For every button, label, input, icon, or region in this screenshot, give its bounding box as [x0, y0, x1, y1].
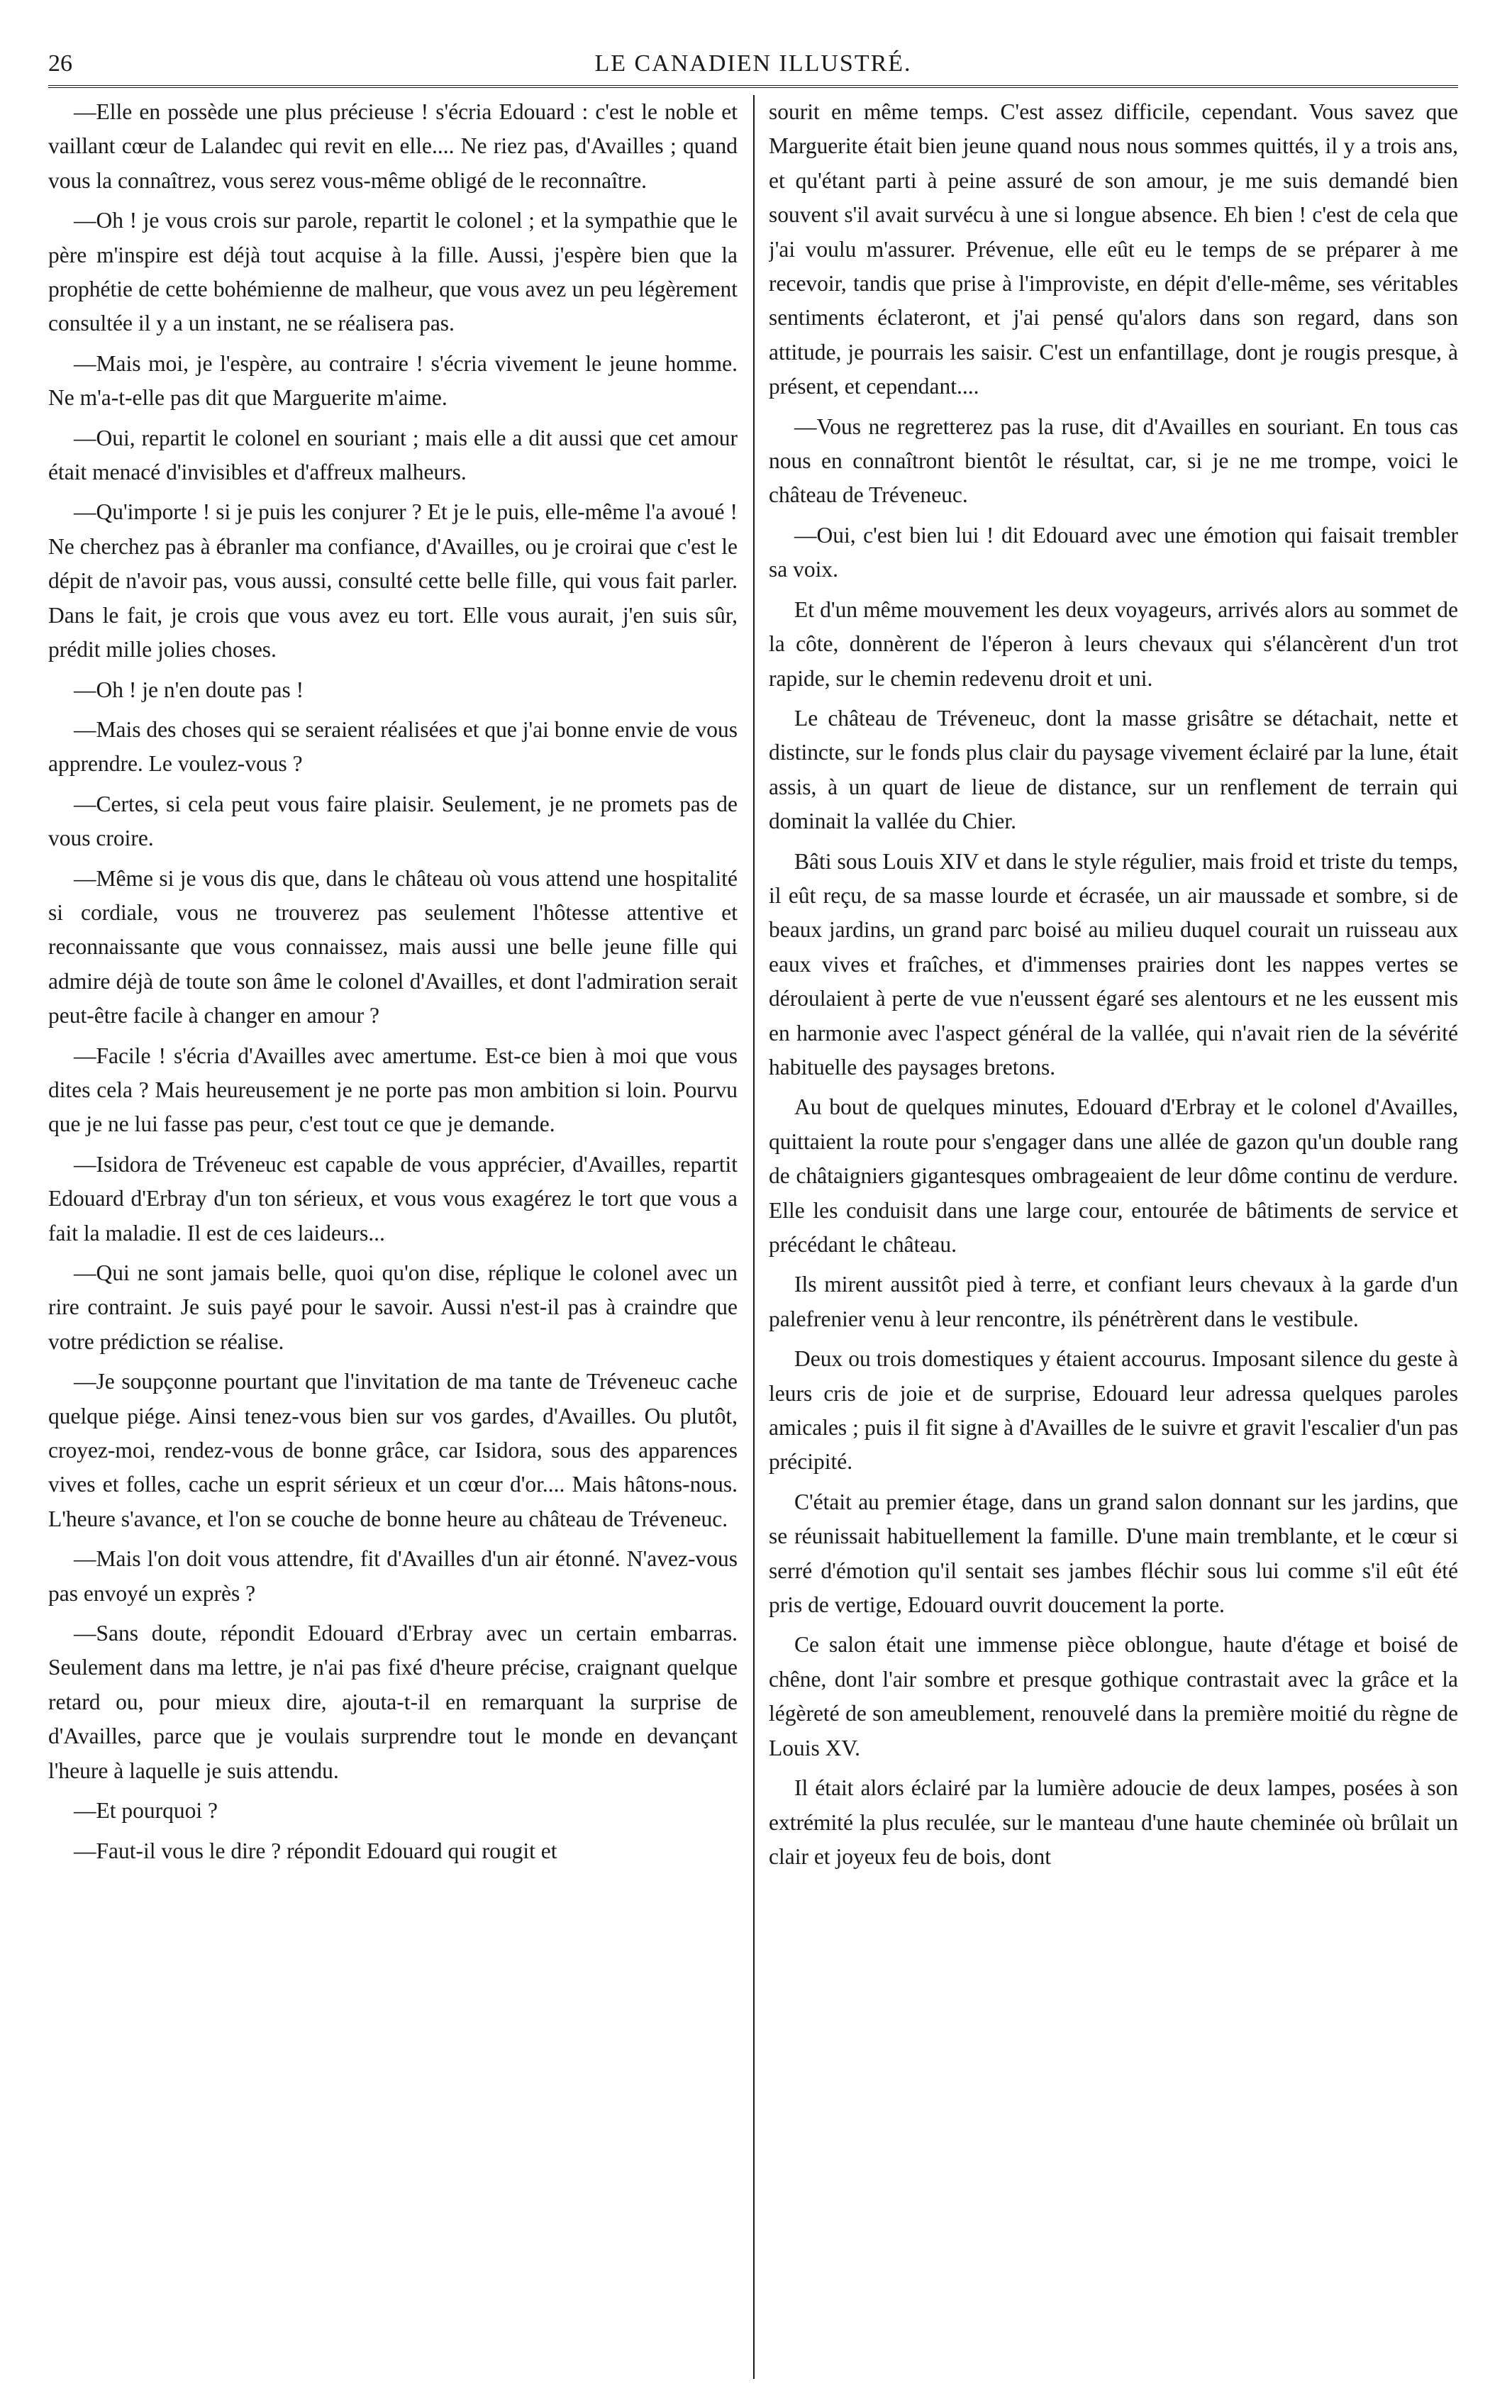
- paragraph: —Qu'importe ! si je puis les conjurer ? Et je le puis, elle-même l'a avoué ! Ne cherchez pas à ébranler ma confiance, d'Availles, ou je croirai que c'est le dépit de n'avoir pas, vous aussi, consulté cette belle fille, qui vous fait parler. Dans le fait, je crois que vous avez eu tort. Elle vous aurait, j'en suis sûr, prédit mille jolies choses.: [48, 499, 738, 662]
- paragraph: Au bout de quelques minutes, Edouard d'Erbray et le colonel d'Availles, quittaient la route pour s'engager dans une allée de gazon qu'un double rang de châtaigniers gigantesques ombrageaient de leur dôme continu de verdure. Elle les conduisit dans une large cour, entourée de bâtiments de service et précédant le château.: [769, 1094, 1458, 1257]
- paragraph: —Mais moi, je l'espère, au contraire ! s'écria vivement le jeune homme. Ne m'a-t-elle pas dit que Marguerite m'aime.: [48, 350, 738, 411]
- paragraph: —Oui, repartit le colonel en souriant ; mais elle a dit aussi que cet amour était menacé d'invisibles et d'affreux malheurs.: [48, 425, 738, 485]
- paragraph: Deux ou trois domestiques y étaient accourus. Imposant silence du geste à leurs cris de joie et de surprise, Edouard leur adressa quelques paroles amicales ; puis il fit signe à d'Availles de le suivre et gravit l'escalier d'un pas précipité.: [769, 1346, 1458, 1475]
- paragraph: —Oh ! je vous crois sur parole, repartit le colonel ; et la sympathie que le père m'inspire est déjà tout acquise à la fille. Aussi, j'espère bien que la prophétie de cette bohémienne de malheur, que vous avez un peu légèrement consultée il y a un instant, ne se réalisera pas.: [48, 208, 738, 336]
- paragraph: —Oui, c'est bien lui ! dit Edouard avec une émotion qui faisait trembler sa voix.: [769, 522, 1458, 582]
- paragraph: —Et pourquoi ?: [74, 1798, 218, 1824]
- paragraph-continued: sourit en même temps. C'est assez difficile, cependant. Vous savez que Marguerite était bien jeune quand nous nous sommes quittés, il y a trois ans, et qu'étant parti à peine assuré de son amour, je me suis demandé bien souvent s'il avait survécu à une si longue absence. Eh bien ! c'est de cela que j'ai voulu m'assurer. Prévenue, elle eût eu le temps de se préparer à me recevoir, tandis que prise à l'improviste, en dépit d'elle-même, ses véritables sentiments éclateront, et j'ai pensé qu'alors dans son regard, dans son attitude, je pourrais les saisir. C'est un enfantillage, dont je rougis presque, à présent, et cependant....: [769, 99, 1458, 399]
- paragraph: —Vous ne regretterez pas la ruse, dit d'Availles en souriant. En tous cas nous en connaîtront bientôt le résultat, car, si je ne me trompe, voici le château de Tréveneuc.: [769, 414, 1458, 508]
- left-column: [48, 95, 738, 2379]
- column-divider: [753, 95, 755, 2379]
- paragraph: —Oh ! je n'en doute pas !: [74, 677, 304, 702]
- page-header: [48, 50, 1458, 88]
- page-number: 26: [48, 50, 72, 77]
- paragraph: —Même si je vous dis que, dans le château où vous attend une hospitalité si cordiale, vous ne trouverez pas seulement l'hôtesse attentive et reconnaissante que vous connaissez, mais aussi une belle jeune fille qui admire déjà de toute son âme le colonel d'Availles, et dont l'admiration serait peut-être facile à changer en amour ?: [48, 865, 738, 1028]
- paragraph: —Facile ! s'écria d'Availles avec amertume. Est-ce bien à moi que vous dites cela ? Mais heureusement je ne porte pas mon ambition si loin. Pourvu que je ne lui fasse pas peur, c'est tout ce que je demande.: [48, 1043, 738, 1137]
- paragraph: Bâti sous Louis XIV et dans le style régulier, mais froid et triste du temps, il eût reçu, de sa masse lourde et écrasée, un air maussade et sombre, si de beaux jardins, un grand parc boisé au milieu duquel courait un ruisseau aux eaux vives et fraîches, et d'immenses prairies dont les nappes vertes se déroulaient à perte de vue n'eussent égaré ses alentours et ne les eussent mis en harmonie avec l'aspect général de la vallée, qui n'avait rien de la sévérité habituelle des paysages bretons.: [769, 848, 1458, 1080]
- paragraph: —Mais des choses qui se seraient réalisées et que j'ai bonne envie de vous apprendre. Le voulez-vous ?: [48, 716, 738, 777]
- paragraph: —Faut-il vous le dire ? répondit Edouard qui rougit et: [74, 1838, 557, 1863]
- paragraph: —Certes, si cela peut vous faire plaisir. Seulement, je ne promets pas de vous croire.: [48, 791, 738, 851]
- paragraph: Ils mirent aussitôt pied à terre, et confiant leurs chevaux à la garde d'un palefrenier venu à leur rencontre, ils pénétrèrent dans le vestibule.: [769, 1272, 1458, 1331]
- article-columns: [48, 95, 1458, 2379]
- paragraph: C'était au premier étage, dans un grand salon donnant sur les jardins, que se réunissait habituellement la famille. D'une main tremblante, et le cœur si serré d'émotion qu'il sentait ses jambes fléchir sous lui comme s'il eût été pris de vertige, Edouard ouvrit doucement la porte.: [769, 1489, 1458, 1618]
- journal-title: LE CANADIEN ILLUSTRÉ.: [594, 50, 912, 77]
- paragraph: —Isidora de Tréveneuc est capable de vous apprécier, d'Availles, repartit Edouard d'Erbray d'un ton sérieux, et vous vous exagérez le tort que vous a fait la maladie. Il est de ces laideurs...: [48, 1151, 738, 1245]
- paragraph: Il était alors éclairé par la lumière adoucie de deux lampes, posées à son extrémité la plus reculée, sur le manteau d'une haute cheminée où brûlait un clair et joyeux feu de bois, dont: [769, 1775, 1458, 1869]
- paragraph: —Sans doute, répondit Edouard d'Erbray avec un certain embarras. Seulement dans ma lettre, je n'ai pas fixé d'heure précise, craignant quelque retard ou, pour mieux dire, ajouta-t-il en remarquant la surprise de d'Availles, parce que je voulais surprendre tout le monde en devançant l'heure à laquelle je suis attendu.: [48, 1621, 738, 1783]
- paragraph: Le château de Tréveneuc, dont la masse grisâtre se détachait, nette et distincte, sur le fonds plus clair du paysage vivement éclairé par la lune, était assis, à un quart de lieue de distance, sur un renflement de terrain qui dominait la vallée du Chier.: [769, 705, 1458, 834]
- paragraph: —Elle en possède une plus précieuse ! s'écria Edouard : c'est le noble et vaillant cœur de Lalandec qui revit en elle.... Ne riez pas, d'Availles ; quand vous la connaîtrez, vous serez vous-même obligé de le reconnaître.: [48, 99, 738, 193]
- paragraph: —Je soupçonne pourtant que l'invitation de ma tante de Tréveneuc cache quelque piége. Ainsi tenez-vous bien sur vos gardes, d'Availles. Ou plutôt, croyez-moi, rendez-vous de bonne grâce, car Isidora, sous des apparences vives et folles, cache un esprit sérieux et un cœur d'or.... Mais hâtons-nous. L'heure s'avance, et l'on se couche de bonne heure au château de Tréveneuc.: [48, 1369, 738, 1531]
- paragraph: Ce salon était une immense pièce oblongue, haute d'étage et boisé de chêne, dont l'air sombre et presque gothique contrastait avec la grâce et la légèreté de son ameublement, renouvelé dans la première moitié du règne de Louis XV.: [769, 1632, 1458, 1760]
- paragraph: —Mais l'on doit vous attendre, fit d'Availles d'un air étonné. N'avez-vous pas envoyé un exprès ?: [48, 1546, 738, 1606]
- newspaper-page: [48, 50, 1458, 2383]
- right-column: [769, 95, 1458, 2379]
- paragraph: —Qui ne sont jamais belle, quoi qu'on dise, réplique le colonel avec un rire contraint. Je suis payé pour le savoir. Aussi n'est-il pas à craindre que votre prédiction se réalise.: [48, 1260, 738, 1354]
- paragraph: Et d'un même mouvement les deux voyageurs, arrivés alors au sommet de la côte, donnèrent de l'éperon à leurs chevaux qui s'élancèrent d'un trot rapide, sur le chemin redevenu droit et uni.: [769, 597, 1458, 691]
